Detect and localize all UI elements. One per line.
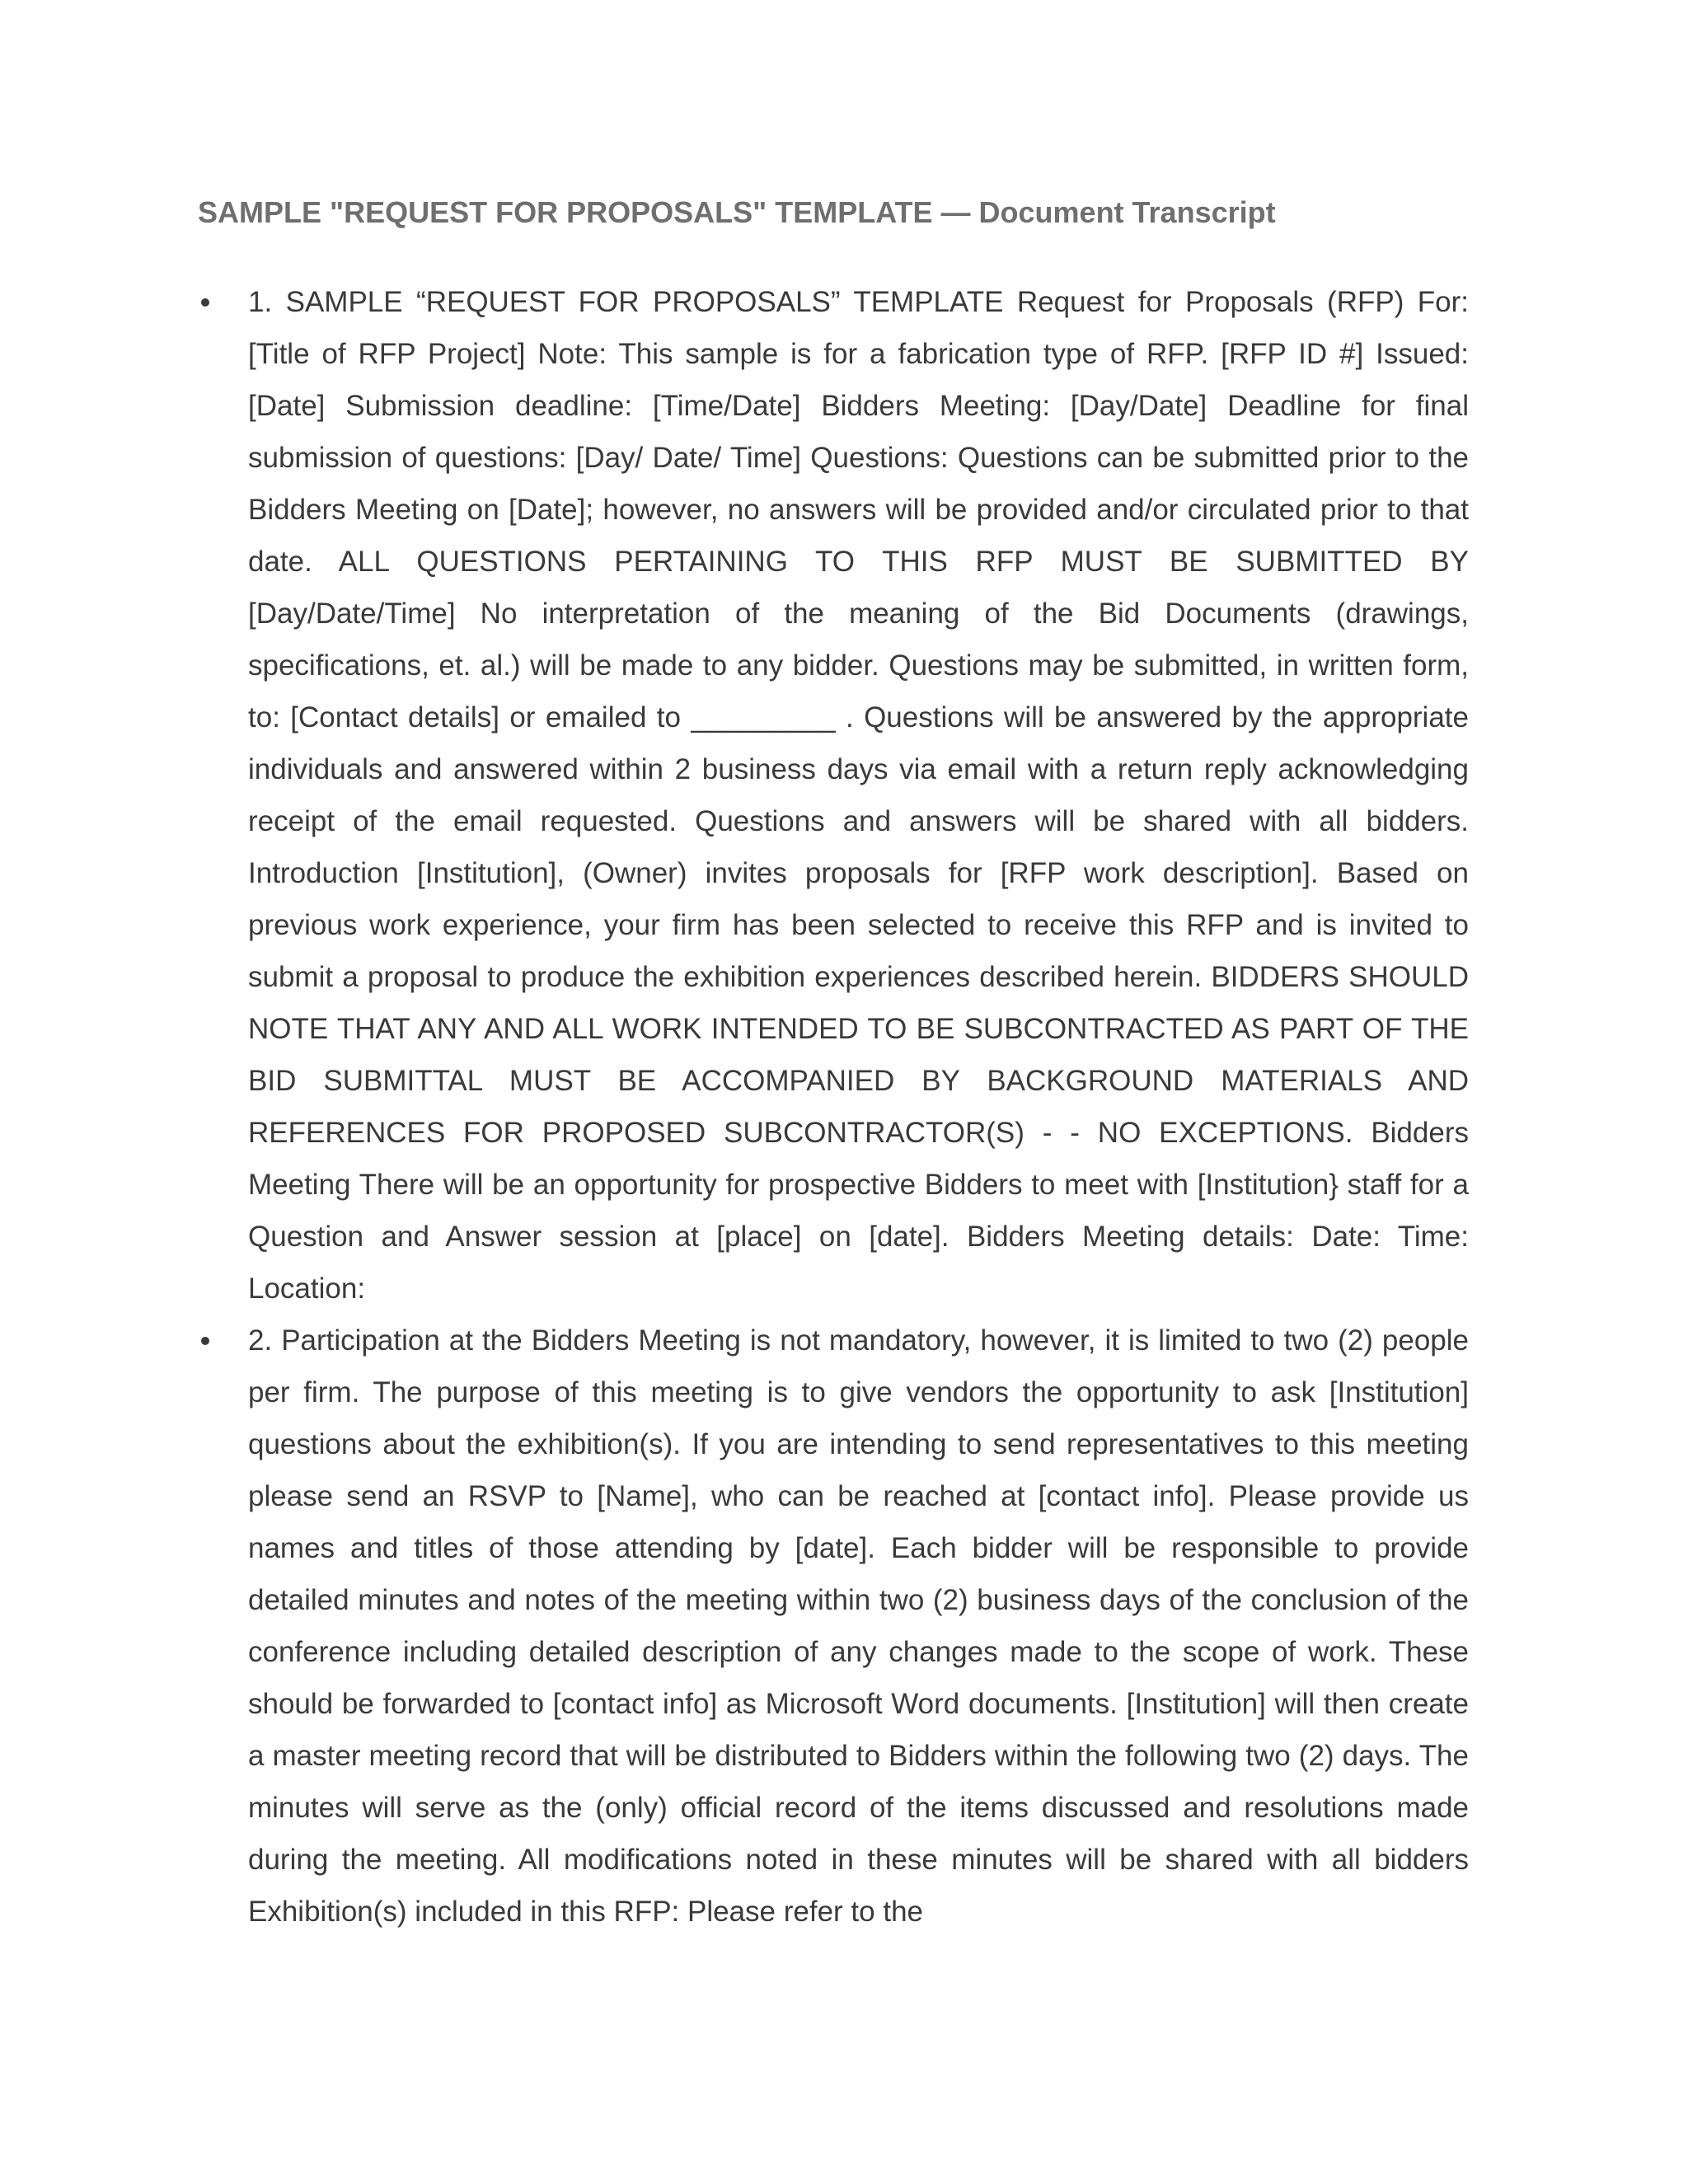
list-item	[198, 276, 1469, 1315]
list-item	[198, 1315, 1469, 1938]
transcript-list	[198, 276, 1469, 1938]
document-title: SAMPLE "REQUEST FOR PROPOSALS" TEMPLATE — Document Transcript	[198, 195, 1276, 229]
list-item-text: 1. SAMPLE “REQUEST FOR PROPOSALS” TEMPLATE Request for Proposals (RFP) For: [Title of RFP Project] Note: This sample is for a fabrication type of RFP. [RFP ID #] Issued: [Date] Submission deadline: [Time/Date] Bidders Meeting: [Day/Date] Deadline for final submission of questions: [Day/ Date/ Time] Questions: Questions can be submitted prior to the Bidders Meeting on [Date]; however, no answers will be provided and/or circulated prior to that date. ALL QUESTIONS PERTAINING TO THIS RFP MUST BE SUBMITTED BY [Day/Date/Time] No interpretation of the meaning of the Bid Documents (drawings, specifications, et. al.) will be made to any bidder. Questions may be submitted, in written form, to: [Contact details] or emailed to _________ . Questions will be answered by the appropriate individuals and answered within 2 business days via email with a return reply acknowledging receipt of the email requested. Questions and answers will be shared with all bidders. Introduction [Institution], (Owner) invites proposals for [RFP work description]. Based on previous work experience, your firm has been selected to receive this RFP and is invited to submit a proposal to produce the exhibition experiences described herein. BIDDERS SHOULD NOTE THAT ANY AND ALL WORK INTENDED TO BE SUBCONTRACTED AS PART OF THE BID SUBMITTAL MUST BE ACCOMPANIED BY BACKGROUND MATERIALS AND REFERENCES FOR PROPOSED SUBCONTRACTOR(S) - - NO EXCEPTIONS. Bidders Meeting There will be an opportunity for prospective Bidders to meet with [Institution} staff for a Question and Answer session at [place] on [date]. Bidders Meeting details: Date: Time: Location:	[248, 286, 1469, 1305]
list-item-text: 2. Participation at the Bidders Meeting is not mandatory, however, it is limited to two (2) people per firm. The purpose of this meeting is to give vendors the opportunity to ask [Institution] questions about the exhibition(s). If you are intending to send representatives to this meeting please send an RSVP to [Name], who can be reached at [contact info]. Please provide us names and titles of those attending by [date]. Each bidder will be responsible to provide detailed minutes and notes of the meeting within two (2) business days of the conclusion of the conference including detailed description of any changes made to the scope of work. These should be forwarded to [contact info] as Microsoft Word documents. [Institution] will then create a master meeting record that will be distributed to Bidders within the following two (2) days. The minutes will serve as the (only) official record of the items discussed and resolutions made during the meeting. All modifications noted in these minutes will be shared with all bidders Exhibition(s) included in this RFP: Please refer to the	[248, 1324, 1469, 1928]
bullet-icon	[199, 1315, 219, 1366]
bullet-icon	[199, 276, 219, 328]
